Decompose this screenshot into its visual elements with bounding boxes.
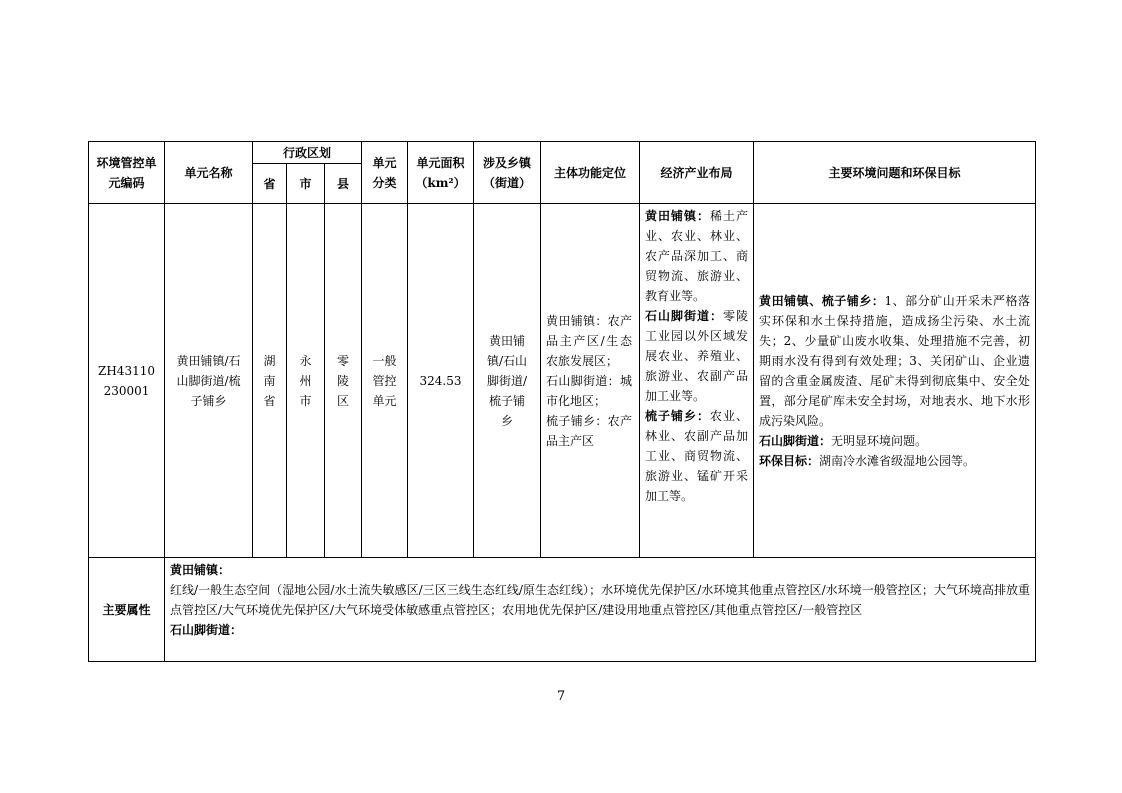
header-unit-area: 单元面积（km²） [408,142,474,204]
header-main-function: 主体功能定位 [541,142,640,204]
attributes-section-text: 红线/一般生态空间（湿地公园/水土流失敏感区/三区三线生态红线/原生态红线）；水环境优先保护区/水环境其他重点管控区/水环境一般管控区；大气环境高排放重点管控区/大气环境优先保护区/大气环境受体敏感重点管控区；农用地优先保护区/建设用地重点管控区/其他重点管控区/一般管控区 [170,583,1031,617]
attributes-section-title: 黄田铺镇： [170,563,231,577]
economy-label: 梳子铺乡： [645,409,711,423]
header-unit-name: 单元名称 [165,142,253,204]
unit-code-cell: ZH43110230001 [89,204,165,558]
header-province: 省 [253,164,287,204]
issue-label: 黄田铺镇、梳子铺乡： [759,293,885,308]
page-number: 7 [556,689,566,704]
city-cell: 永州市 [287,204,325,558]
env-issues-cell [754,204,1036,558]
header-county: 县 [325,164,362,204]
issue-label: 环保目标： [759,453,820,468]
economy-text: 零陵工业园以外区域发展农业、养殖业、旅游业、农副产品加工业等。 [645,309,749,403]
issue-text: 湖南冷水滩省级湿地公园等。 [819,453,976,468]
issue-text: 1、部分矿山开采未严格落实环保和水土保持措施，造成扬尘污染、水土流失；2、少量矿山废水收集、处理措施不完善，初期雨水没有得到有效处理；3、关闭矿山、企业遗留的含重金属废渣、尾矿未得到彻底集中、安全处置，部分尾矿库未安全封场，对地表水、地下水形成污染风险。 [759,293,1031,428]
issue-block [759,291,1030,431]
category-cell: 一般管控单元 [362,204,408,558]
header-unit-code: 环境管控单元编码 [89,142,165,204]
issue-text: 无明显环境问题。 [831,433,928,448]
economy-text: 稀土产业、农业、林业、农产品深加工、商贸物流、旅游业、教育业等。 [645,209,749,303]
header-unit-category: 单元分类 [362,142,408,204]
economy-cell [640,204,754,558]
header-economy: 经济产业布局 [640,142,754,204]
economy-block [645,406,748,506]
function-line: 黄田铺镇：农产品主产区/生态农旅发展区； [546,313,633,368]
issue-block [759,451,1030,471]
unit-name-cell: 黄田铺镇/石山脚街道/梳子铺乡 [165,204,253,558]
header-admin-division: 行政区划 [253,142,362,164]
economy-block [645,206,748,306]
issue-label: 石山脚街道： [759,433,832,448]
area-cell: 324.53 [408,204,474,558]
header-city: 市 [287,164,325,204]
province-cell: 湖南省 [253,204,287,558]
main-attributes-label: 主要属性 [89,558,165,662]
economy-block [645,306,748,406]
economy-text: 农业、林业、农副产品加工业、商贸物流、旅游业、锰矿开采加工等。 [645,409,749,503]
economy-label: 黄田铺镇： [645,209,711,223]
environment-control-unit-table [88,141,1036,662]
towns-cell: 黄田铺镇/石山脚街道/梳子铺乡 [474,204,541,558]
function-line: 石山脚街道：城市化地区； [546,373,633,408]
economy-label: 石山脚街道： [645,309,724,323]
main-attributes-cell [165,558,1036,662]
header-env-issues: 主要环境问题和环保目标 [754,142,1036,204]
attributes-section-title: 石山脚街道： [170,623,243,637]
issue-block [759,431,1030,451]
header-towns: 涉及乡镇（街道） [474,142,541,204]
main-function-cell [541,204,640,558]
county-cell: 零陵区 [325,204,362,558]
function-line: 梳子铺乡：农产品主产区 [546,413,633,448]
